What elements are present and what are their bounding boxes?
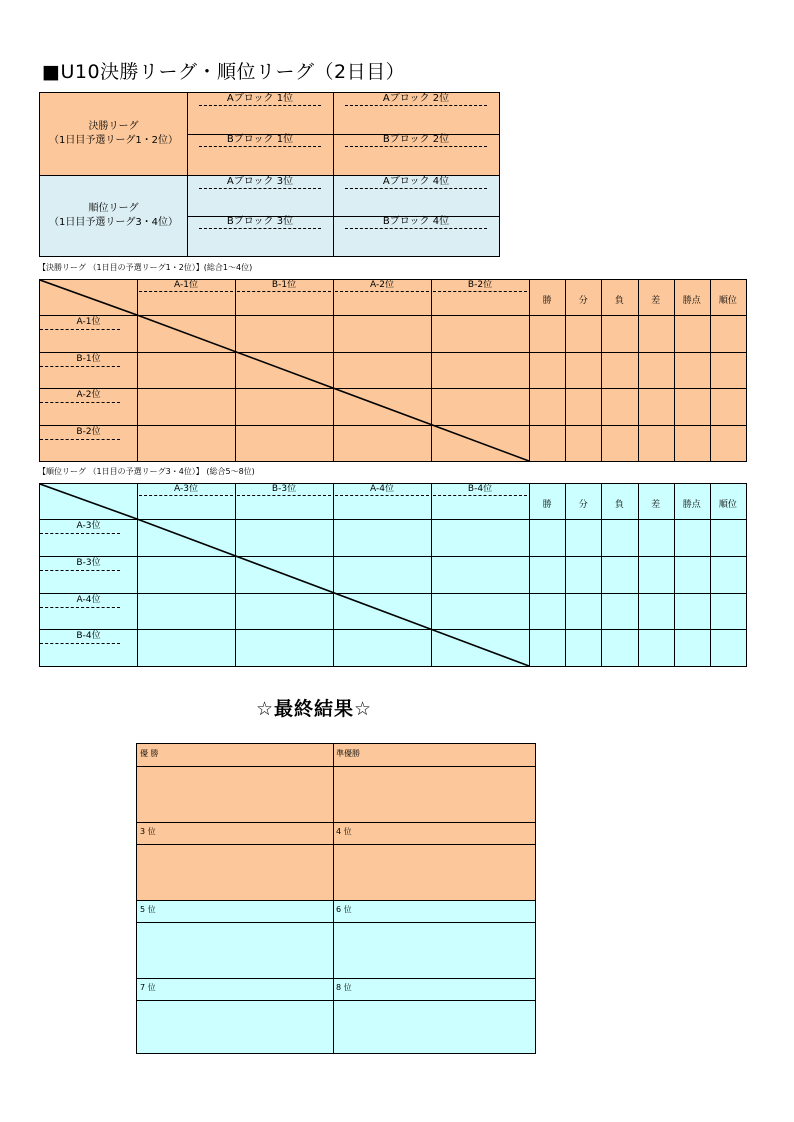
overview-cell-b1: Bブロック 1位 — [226, 134, 294, 145]
body-diagonal — [137, 315, 529, 461]
final-league-table — [39, 279, 747, 462]
place-label-6: 6 位 — [336, 905, 352, 914]
row-header-1: A-1位 — [76, 317, 101, 327]
column-header-1: A-1位 — [174, 280, 198, 290]
diagonal-lines — [40, 484, 746, 666]
stat-header-6: 順位 — [718, 295, 737, 306]
overview-final-label-line2: （1日目予選リーグ1・2位） — [48, 135, 179, 146]
row-header-2: B-1位 — [76, 353, 101, 364]
overview-cell-b2: Bブロック 2位 — [382, 134, 450, 145]
final-results-table — [136, 743, 536, 1054]
stat-header-2: 分 — [578, 499, 588, 510]
ranking-league-table — [39, 483, 747, 667]
overview-cell-a1: Aブロック 1位 — [226, 93, 294, 104]
body-diagonal — [137, 519, 529, 666]
stat-header-1: 勝 — [542, 499, 552, 510]
column-header-4: B-4位 — [467, 484, 493, 494]
overview-final-label-line1: 決勝リーグ — [88, 121, 139, 132]
row-header-4: B-4位 — [76, 631, 101, 642]
overview-cell-b4: Bブロック 4位 — [382, 216, 450, 227]
final-league-caption: 【決勝リーグ （1日目の予選リーグ1・2位）】(総合1～4位) — [38, 263, 253, 272]
column-header-2: B-1位 — [271, 280, 297, 290]
stat-header-5: 勝点 — [682, 499, 701, 510]
stat-header-4: 差 — [651, 295, 661, 306]
row-header-4: B-2位 — [76, 426, 101, 437]
column-header-4: B-2位 — [467, 280, 493, 290]
place-label-5: 5 位 — [140, 905, 156, 914]
overview-final-label — [40, 93, 188, 175]
overview-cell-a3: Aブロック 3位 — [226, 176, 294, 187]
column-header-3: A-4位 — [370, 484, 394, 494]
column-header-1: A-3位 — [174, 484, 198, 494]
overview-cell-b3: Bブロック 3位 — [226, 216, 294, 227]
overview-ranking-label-line2: （1日目予選リーグ3・4位） — [48, 217, 179, 228]
column-header-2: B-3位 — [271, 484, 297, 494]
place-label-1: 優 勝 — [140, 749, 159, 758]
stat-header-3: 負 — [614, 295, 624, 306]
header-diagonal — [40, 280, 137, 315]
row-header-3: A-4位 — [76, 594, 101, 605]
overview-final-section — [40, 93, 499, 175]
page-title: ■U10決勝リーグ・順位リーグ（2日目） — [42, 61, 406, 83]
place-label-3: 3 位 — [140, 827, 156, 836]
stat-header-1: 勝 — [542, 295, 552, 306]
stat-header-6: 順位 — [718, 499, 737, 510]
stat-header-3: 負 — [614, 499, 624, 510]
overview-cell-a2: Aブロック 2位 — [382, 93, 450, 104]
overview-cell-a4: Aブロック 4位 — [382, 176, 450, 187]
place-label-7: 7 位 — [140, 983, 156, 992]
overview-ranking-section — [40, 176, 499, 256]
stat-header-4: 差 — [651, 499, 661, 510]
header-diagonal — [40, 484, 137, 519]
stat-header-5: 勝点 — [682, 295, 701, 306]
stat-header-2: 分 — [578, 295, 588, 306]
overview-ranking-label — [40, 176, 188, 256]
place-label-4: 4 位 — [336, 827, 352, 836]
row-header-3: A-2位 — [76, 390, 101, 400]
final-results-title: ☆最終結果☆ — [256, 698, 373, 720]
place-label-8: 8 位 — [336, 983, 352, 992]
diagonal-lines — [40, 280, 746, 461]
row-header-2: B-3位 — [76, 557, 101, 568]
overview-table — [39, 92, 500, 257]
place-label-2: 準優勝 — [336, 749, 360, 758]
row-header-1: A-3位 — [76, 521, 101, 531]
overview-ranking-label-line1: 順位リーグ — [88, 203, 139, 214]
ranking-league-caption: 【順位リーグ （1日目の予選リーグ3・4位）】 (総合5～8位) — [38, 467, 255, 476]
column-header-3: A-2位 — [370, 280, 394, 290]
